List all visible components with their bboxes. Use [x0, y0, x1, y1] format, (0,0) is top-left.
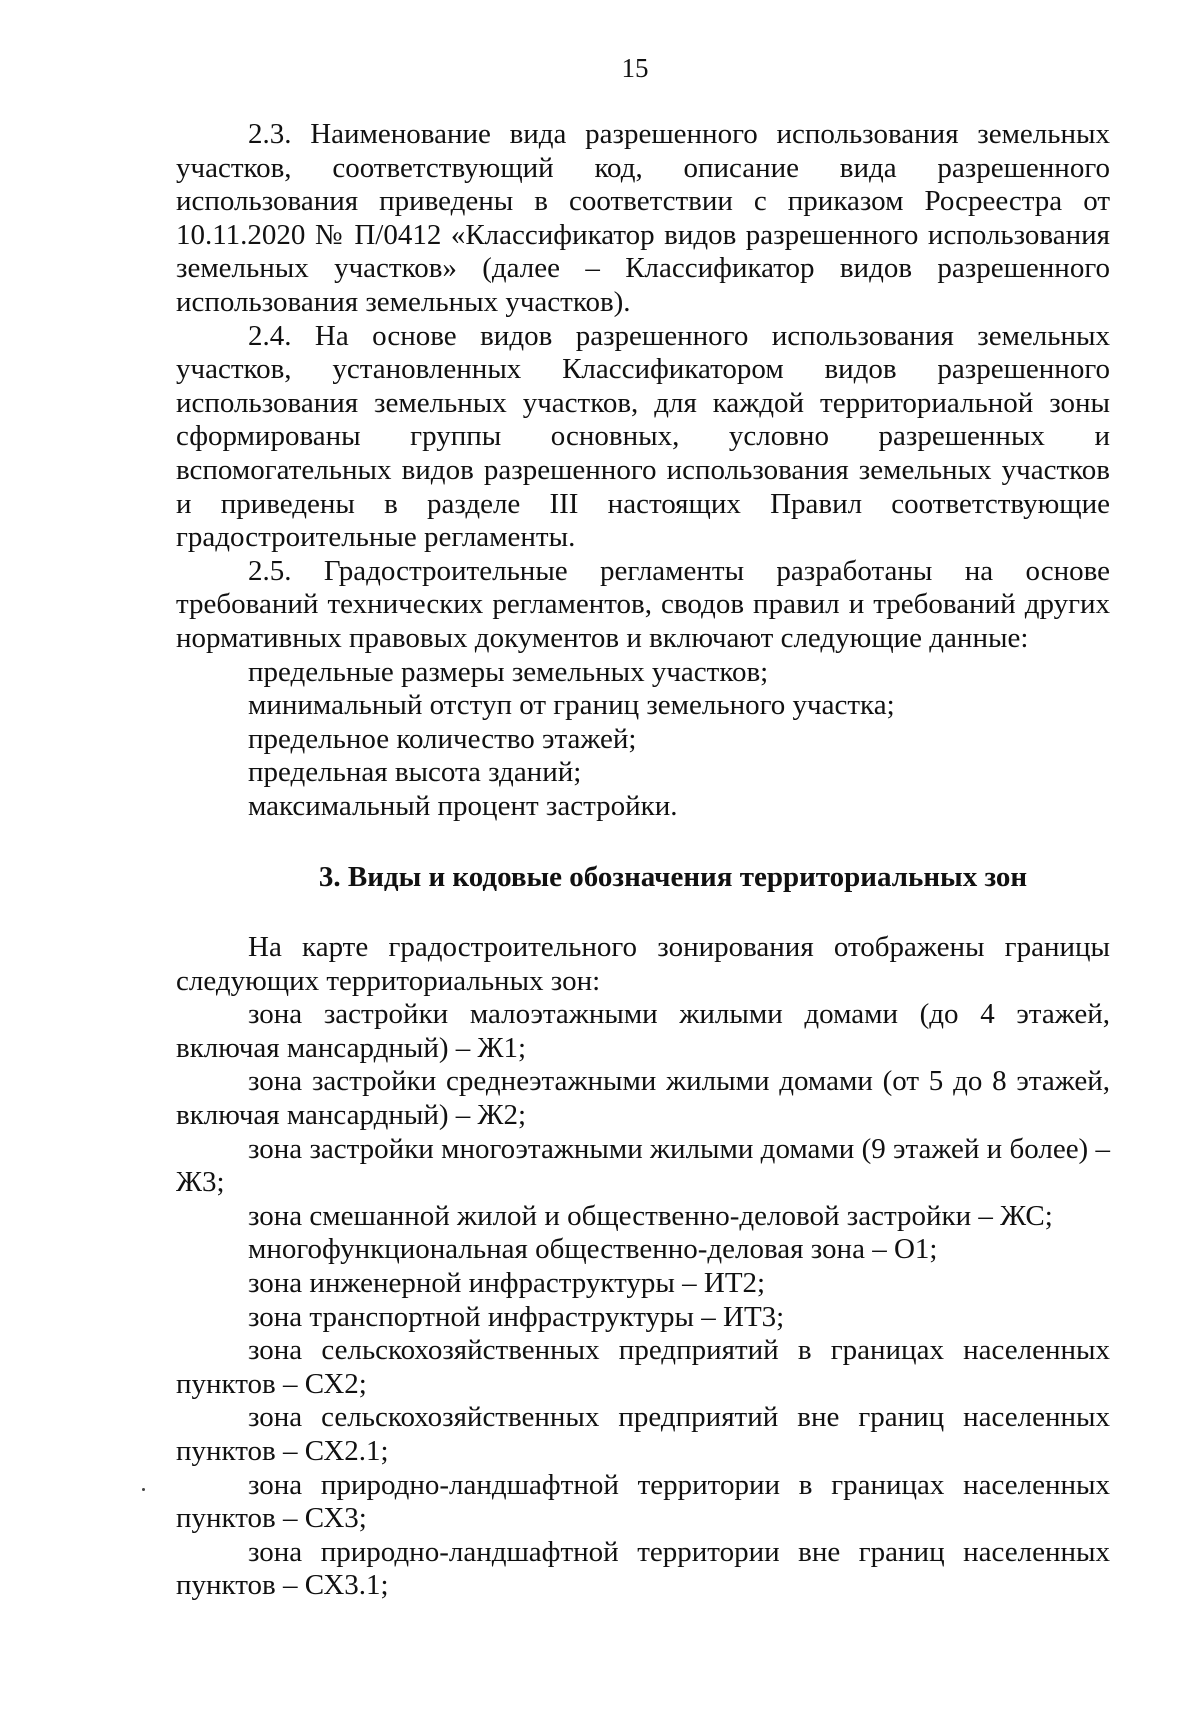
regulation-item: максимальный процент застройки. [248, 789, 678, 822]
zones-intro: На карте градостроительного зонирования отображены границы следующих территориальных зон: [176, 931, 1110, 997]
zone-item: зона инженерной инфраструктуры – ИТ2; [248, 1267, 766, 1299]
zone-item: зона смешанной жилой и общественно-деловой застройки – ЖС; [248, 1199, 1053, 1232]
regulation-item: предельное количество этажей; [248, 722, 637, 755]
section-heading: 3. Виды и кодовые обозначения территориальных зон [318, 861, 1028, 894]
zone-item: зона природно-ландшафтной территории в границах населенных пунктов – СХ3; [176, 1468, 1110, 1535]
zone-item: зона застройки многоэтажными жилыми домами (9 этажей и более) – Ж3; [176, 1132, 1110, 1199]
zone-item: многофункциональная общественно-деловая зона – О1; [248, 1233, 938, 1266]
regulation-item: предельная высота зданий; [248, 756, 582, 789]
regulation-item: предельные размеры земельных участков; [248, 655, 769, 688]
page-number: 15 [621, 53, 649, 83]
paragraph-2-5: 2.5. Градостроительные регламенты разработаны на основе требований технических регламентов, сводов правил и требований других нормативных правовых документов и включают следующие данные: [176, 554, 1110, 654]
zone-item: зона застройки среднеэтажными жилыми домами (от 5 до 8 этажей, включая мансардный) – Ж2; [176, 1065, 1110, 1132]
zone-item: зона застройки малоэтажными жилыми домами (до 4 этажей, включая мансардный) – Ж1; [176, 998, 1110, 1064]
zone-item: зона сельскохозяйственных предприятий вне границ населенных пунктов – СХ2.1; [176, 1401, 1110, 1467]
zone-item: зона транспортной инфраструктуры – ИТ3; [248, 1300, 785, 1333]
paragraph-2-3: 2.3. Наименование вида разрешенного использования земельных участков, соответствующий код, описание вида разрешенного использования приведены в соответствии с приказом Росреестра от 10.11.2020 № П/0412 «Классификатор видов разрешенного использования земельных участков» (далее – Классификатор видов разрешенного использования земельных участков). [176, 118, 1110, 318]
paragraph-2-4: 2.4. На основе видов разрешенного использования земельных участков, установленных Классификатором видов разрешенного использования земельных участков, для каждой территориальной зоны сформированы группы основных, условно разрешенных и вспомогательных видов разрешенного использования земельных участков и приведены в разделе III настоящих Правил соответствующие градостроительные регламенты. [176, 319, 1110, 554]
document-body [176, 118, 1110, 1603]
regulation-items-list [176, 656, 1110, 824]
regulation-item: минимальный отступ от границ земельного участка; [248, 689, 895, 722]
zone-item: зона природно-ландшафтной территории вне границ населенных пунктов – СХ3.1; [176, 1535, 1110, 1602]
scan-speck [142, 1488, 145, 1491]
zone-item: зона сельскохозяйственных предприятий в границах населенных пунктов – СХ2; [176, 1334, 1110, 1400]
zones-list [176, 998, 1110, 1603]
